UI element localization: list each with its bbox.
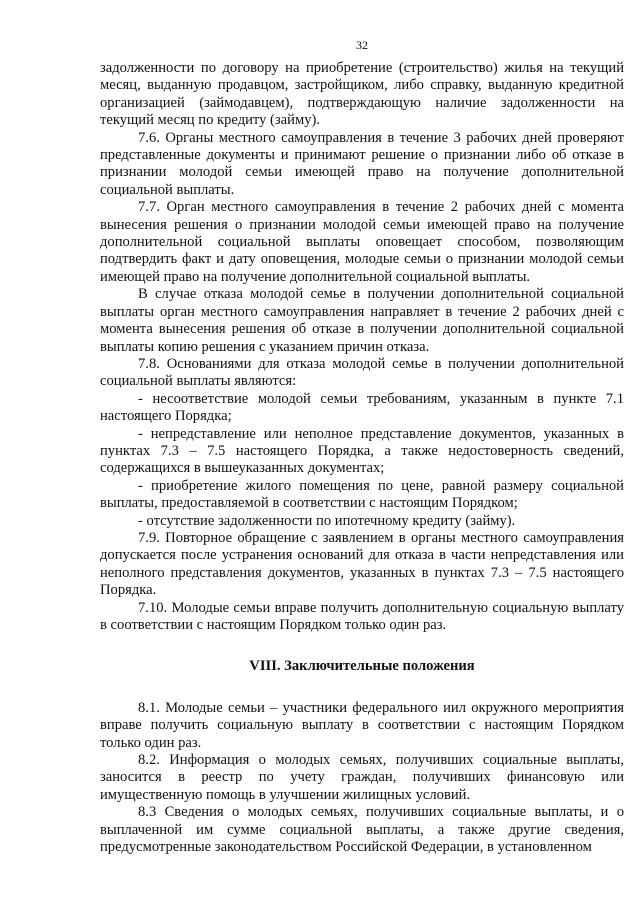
paragraph-8-2: 8.2. Информация о молодых семьях, получивших социальные выплаты, заносится в реестр по учету граждан, получивших финансовую или имущественную помощь в улучшении жилищных условий.	[100, 752, 624, 803]
paragraph-debt-certificate: задолженности по договору на приобретение (строительство) жилья на текущий месяц, выданную продавцом, застройщиком, либо справку, выданную кредитной организацией (займодавцем), подтверждающую наличие задолженности на текущий месяц по кредиту (займу).	[100, 60, 624, 129]
paragraph-7-7: 7.7. Орган местного самоуправления в течение 2 рабочих дней с момента вынесения решения о признании молодой семьи имеющей право на получение дополнительной социальной выплаты оповещает способом, позволяющим подтвердить факт и дату оповещения, молодые семьи о признании молодой семьи имеющей право на получение дополнительной социальной выплаты.	[100, 199, 624, 285]
list-item-requirements: - несоответствие молодой семьи требованиям, указанным в пункте 7.1 настоящего Порядка;	[100, 390, 624, 425]
paragraph-7-9: 7.9. Повторное обращение с заявлением в органы местного самоуправления допускается после устранения оснований для отказа в части непредставления или неполного представления документов, указанных в пунктах 7.3 – 7.5 настоящего Порядка.	[100, 529, 624, 599]
paragraph-8-3: 8.3 Сведения о молодых семьях, получивших социальные выплаты, и о выплаченной им сумме социальной выплаты, а также другие сведения, предусмотренные законодательством Российской Федерации, в установленном	[100, 804, 624, 856]
paragraph-7-8: 7.8. Основаниями для отказа молодой семье в получении дополнительной социальной выплаты являются:	[100, 355, 624, 390]
paragraph-8-1: 8.1. Молодые семьи – участники федерального иил окружного мероприятия вправе получить социальную выплату в соответствии с настоящим Порядком только один раз.	[100, 699, 624, 751]
paragraph-7-10: 7.10. Молодые семьи вправе получить дополнительную социальную выплату в соответствии с настоящим Порядком только один раз.	[100, 599, 624, 633]
paragraph-7-6: 7.6. Органы местного самоуправления в течение 3 рабочих дней проверяют представленные документы и принимают решение о признании либо об отказе в признании молодой семьи имеющей право на получение дополнительной социальной выплаты.	[100, 129, 624, 198]
section-heading: VIII. Заключительные положения	[249, 658, 475, 675]
list-item-price: - приобретение жилого помещения по цене, равной размеру социальной выплаты, предоставляемой в соответствии с настоящим Порядком;	[100, 477, 624, 512]
list-item-no-debt: - отсутствие задолженности по ипотечному кредиту (займу).	[138, 512, 516, 529]
paragraph-refusal-notice: В случае отказа молодой семье в получении дополнительной социальной выплаты орган местного самоуправления направляет в течение 2 рабочих дней с момента вынесения решения об отказе в получении дополнительной социальной выплаты копию решения с указанием причин отказа.	[100, 286, 624, 355]
list-item-documents: - непредставление или неполное представление документов, указанных в пунктах 7.3 – 7.5 настоящего Порядка, а также недостоверность сведений, содержащихся в вышеуказанных документах;	[100, 425, 624, 477]
page-number: 32	[356, 38, 368, 52]
document-body	[100, 60, 624, 856]
